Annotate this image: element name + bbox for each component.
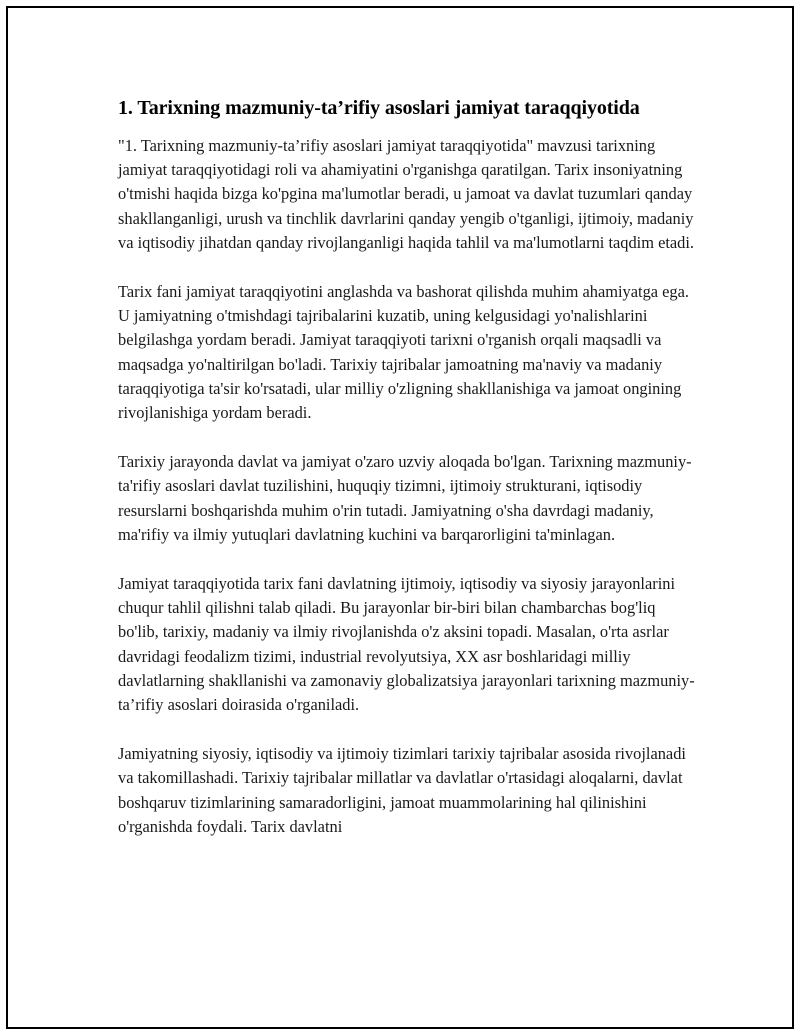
- document-title: 1. Tarixning mazmuniy-ta’rifiy asoslari jamiyat taraqqiyotida: [118, 97, 640, 119]
- document-body: [118, 96, 698, 864]
- paragraph-1: "1. Tarixning mazmuniy-ta’rifiy asoslari jamiyat taraqqiyotida" mavzusi tarixning jamiyat taraqqiyotidagi roli va ahamiyatini o'rganishga qaratilgan. Tarix insoniyatning o'tmishi haqida bizga ko'pgina ma'lumotlar beradi, u jamoat va davlat tuzumlari qanday shakllanganligi, urush va tinchlik davrlarini qanday yengib o'tganligi, ijtimoiy, madaniy va iqtisodiy jihatdan qanday rivojlanganligi haqida tahlil va ma'lumotlarni taqdim etadi.: [118, 136, 695, 252]
- paragraph-5: Jamiyatning siyosiy, iqtisodiy va ijtimoiy tizimlari tarixiy tajribalar asosida rivojlanadi va takomillashadi. Tarixiy tajribalar millatlar va davlatlar o'rtasidagi aloqalarni, davlat boshqaruv tizimlarining samaradorligini, jamoat muammolarining hal qilinishini o'rganishda foydali. Tarix davlatni: [118, 744, 686, 836]
- page-frame: [6, 6, 794, 1029]
- paragraph-4: Jamiyat taraqqiyotida tarix fani davlatning ijtimoiy, iqtisodiy va siyosiy jarayonlarini chuqur tahlil qilishni talab qiladi. Bu jarayonlar bir-biri bilan chambarchas bog'liq bo'lib, tarixiy, madaniy va ilmiy rivojlanishda o'z aksini topadi. Masalan, o'rta asrlar davridagi feodalizm tizimi, industrial revolyutsiya, XX asr boshlaridagi milliy davlatlarning shakllanishi va zamonaviy globalizatsiya jarayonlari tarixning mazmuniy-ta’rifiy asoslari doirasida o'rganiladi.: [118, 574, 695, 715]
- paragraph-3: Tarixiy jarayonda davlat va jamiyat o'zaro uzviy aloqada bo'lgan. Tarixning mazmuniy-ta'rifiy asoslari davlat tuzilishini, huquqiy tizimni, ijtimoiy strukturani, iqtisodiy resurslarni boshqarishda muhim o'rin tutadi. Jamiyatning o'sha davrdagi madaniy, ma'rifiy va ilmiy yutuqlari davlatning kuchini va barqarorligini ta'minlagan.: [118, 452, 692, 544]
- paragraph-2: Tarix fani jamiyat taraqqiyotini anglashda va bashorat qilishda muhim ahamiyatga ega. U jamiyatning o'tmishdagi tajribalarini kuzatib, uning kelgusidagi yo'nalishlarini belgilashga yordam beradi. Jamiyat taraqqiyoti tarixni o'rganish orqali maqsadli va maqsadga yo'naltirilgan bo'ladi. Tarixiy tajribalar jamoatning ma'naviy va madaniy taraqqiyotiga ta'sir ko'rsatadi, ular milliy o'zligning shakllanishiga va jamoat ongining rivojlanishiga yordam beradi.: [118, 282, 689, 423]
